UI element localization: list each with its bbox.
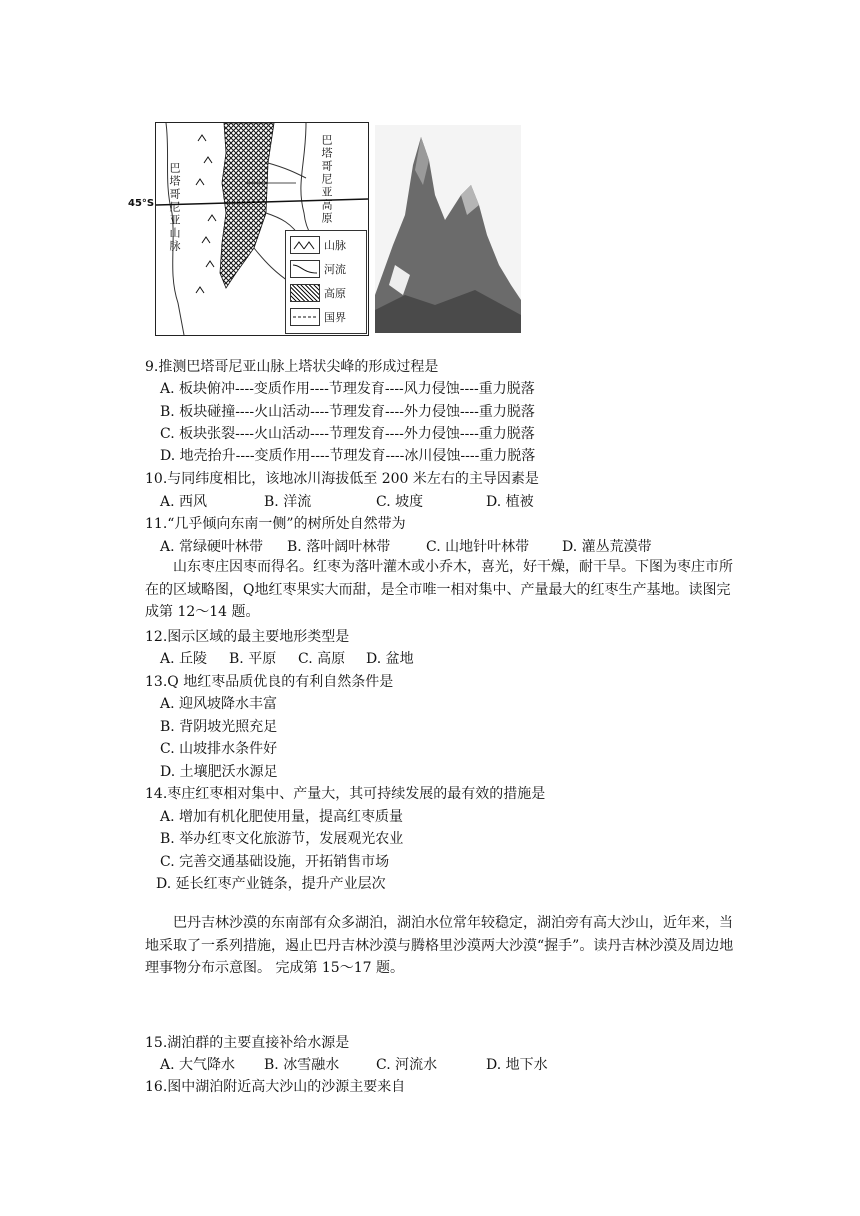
q11-option-c: C. 山地针叶林带 (426, 539, 530, 555)
q15-option-a: A. 大气降水 (160, 1057, 236, 1073)
q11-option-a: A. 常绿硬叶林带 (160, 539, 264, 555)
mountain-icon (290, 236, 320, 254)
map-legend (285, 230, 367, 334)
passage-badain-jaran: 巴丹吉林沙漠的东南部有众多湖泊，湖泊水位常年较稳定，湖泊旁有高大沙山，近年来，当地采取了一系列措施，遏止巴丹吉林沙漠与腾格里沙漠两大沙漠“握手”。读丹吉林沙漠及周边地理事物分布示意图。 完成第 15～17 题。 (145, 915, 734, 976)
q9-option-d: D. 地壳抬升----变质作用----节理发育----冰川侵蚀----重力脱落 (160, 448, 536, 464)
q11-option-d: D. 灌丛荒漠带 (562, 539, 652, 555)
q12-stem: 12.图示区域的最主要地形类型是 (145, 629, 350, 645)
q10-option-c: C. 坡度 (376, 494, 424, 510)
q9-option-b: B. 板块碰撞----火山活动----节理发育----外力侵蚀----重力脱落 (160, 404, 535, 420)
q14-option-a: A. 增加有机化肥使用量，提高红枣质量 (160, 809, 404, 825)
q9-option-c: C. 板块张裂----火山活动----节理发育----外力侵蚀----重力脱落 (160, 426, 535, 442)
q9-stem: 9.推测巴塔哥尼亚山脉上塔状尖峰的形成过程是 (145, 359, 439, 375)
border-icon (290, 308, 320, 326)
q13-option-c: C. 山坡排水条件好 (160, 741, 278, 757)
q10-option-d: D. 植被 (486, 494, 534, 510)
q11-stem: 11.“几乎倾向东南一侧”的树所处自然带为 (145, 516, 406, 532)
q12-option-d: D. 盆地 (366, 651, 414, 667)
peak-illustration (375, 125, 521, 333)
q14-option-d: D. 延长红枣产业链条，提升产业层次 (156, 876, 386, 892)
q9-option-a: A. 板块俯冲----变质作用----节理发育----风力侵蚀----重力脱落 (160, 381, 535, 397)
legend-plateau: 高原 (290, 283, 346, 303)
q13-option-d: D. 土壤肥沃水源足 (160, 764, 278, 780)
plateau-icon (290, 284, 320, 302)
range-label: 巴塔哥尼亚山脉 (168, 162, 181, 253)
q14-stem: 14.枣庄红枣相对集中、产量大，其可持续发展的最有效的措施是 (145, 786, 546, 802)
legend-river: 河流 (290, 259, 346, 279)
q14-option-c: C. 完善交通基础设施，开拓销售市场 (160, 854, 390, 870)
q15-stem: 15.湖泊群的主要直接补给水源是 (145, 1035, 350, 1051)
peak-photo (375, 125, 521, 333)
q10-option-b: B. 洋流 (264, 494, 312, 510)
legend-mountain: 山脉 (290, 235, 346, 255)
q13-option-b: B. 背阴坡光照充足 (160, 719, 278, 735)
plateau-label: 巴塔哥尼亚高原 (320, 134, 333, 225)
legend-border: 国界 (290, 307, 346, 327)
q12-option-a: A. 丘陵 (160, 651, 208, 667)
q15-option-c: C. 河流水 (376, 1057, 438, 1073)
q12-option-b: B. 平原 (229, 651, 277, 667)
q12-option-c: C. 高原 (298, 651, 346, 667)
q14-option-b: B. 举办红枣文化旅游节，发展观光农业 (160, 831, 404, 847)
q16-stem: 16.图中湖泊附近高大沙山的沙源主要来自 (145, 1079, 406, 1095)
q13-option-a: A. 迎风坡降水丰富 (160, 696, 278, 712)
q10-option-a: A. 西风 (160, 494, 208, 510)
q15-option-b: B. 冰雪融水 (264, 1057, 340, 1073)
q10-stem: 10.与同纬度相比，该地冰川海拔低至 200 米左右的主导因素是 (145, 471, 539, 487)
q13-stem: 13.Q 地红枣品质优良的有利自然条件是 (145, 674, 394, 690)
q11-option-b: B. 落叶阔叶林带 (287, 539, 391, 555)
q15-option-d: D. 地下水 (486, 1057, 548, 1073)
river-icon (290, 260, 320, 278)
latitude-label: 45°S (128, 198, 155, 209)
passage-jujube: 山东枣庄因枣而得名。红枣为落叶灌木或小乔木，喜光，好干燥，耐干旱。下图为枣庄市所在的区域略图，Q地红枣果实大而甜，是全市唯一相对集中、产量最大的红枣生产基地。读图完成第 12～14 题。 (145, 559, 733, 620)
